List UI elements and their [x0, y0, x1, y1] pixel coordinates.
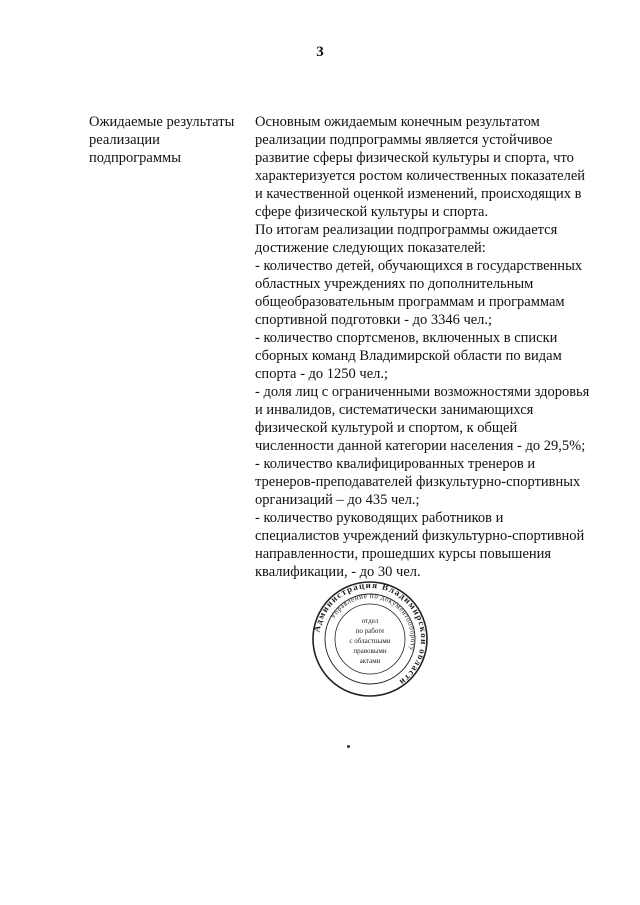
- content-line: характеризуется ростом количественных показателей: [255, 168, 586, 184]
- content-line: и качественной оценкой изменений, происходящих в: [255, 186, 582, 202]
- stamp-center-line: по работе: [355, 627, 385, 635]
- content-line: достижение следующих показателей:: [255, 240, 486, 256]
- stamp-center-line: отдел: [361, 617, 379, 625]
- content-line: направленности, прошедших курсы повышения: [255, 546, 552, 562]
- official-stamp: [311, 580, 429, 698]
- stamp-inner-text: Управление по документообороту: [328, 591, 418, 652]
- content-line: физической культурой и спортом, к общей: [255, 420, 518, 436]
- section-label-line: Ожидаемые результаты: [89, 114, 235, 130]
- content-line: Основным ожидаемым конечным результатом: [255, 114, 540, 130]
- stamp-center-line: правовыми: [353, 647, 387, 655]
- content-line: областных учреждениях по дополнительным: [255, 276, 534, 292]
- section-label: [89, 113, 254, 167]
- content-line: - количество детей, обучающихся в государственных: [255, 258, 583, 274]
- speck-mark: [347, 745, 350, 748]
- content-line: тренеров-преподавателей физкультурно-спортивных: [255, 474, 581, 490]
- content-line: и инвалидов, систематически занимающихся: [255, 402, 534, 418]
- stamp-center-line: с областными: [349, 637, 391, 645]
- section-label-line: реализации: [89, 132, 160, 148]
- content-line: По итогам реализации подпрограммы ожидается: [255, 222, 558, 238]
- content-line: специалистов учреждений физкультурно-спортивной: [255, 528, 585, 544]
- content-line: - количество спортсменов, включенных в списки: [255, 330, 558, 346]
- content-line: - доля лиц с ограниченными возможностями здоровья: [255, 384, 590, 400]
- content-line: сфере физической культуры и спорта.: [255, 204, 489, 220]
- content-line: реализации подпрограммы является устойчивое: [255, 132, 553, 148]
- section-content: [255, 113, 610, 581]
- content-line: сборных команд Владимирской области по видам: [255, 348, 562, 364]
- content-line: - количество квалифицированных тренеров и: [255, 456, 536, 472]
- content-line: - количество руководящих работников и: [255, 510, 504, 526]
- stamp-outer-text: Администрация Владимирской области: [311, 580, 429, 689]
- content-line: численности данной категории населения - до 29,5%;: [255, 438, 586, 454]
- section-label-line: подпрограммы: [89, 150, 181, 166]
- stamp-center-line: актами: [359, 657, 381, 665]
- page-number: 3: [316, 44, 324, 60]
- content-line: спортивной подготовки - до 3346 чел.;: [255, 312, 493, 328]
- content-line: спорта - до 1250 чел.;: [255, 366, 389, 382]
- content-line: организаций – до 435 чел.;: [255, 492, 420, 508]
- content-line: квалификации, - до 30 чел.: [255, 564, 421, 580]
- content-line: развитие сферы физической культуры и спорта, что: [255, 150, 574, 166]
- content-line: общеобразовательным программам и программам: [255, 294, 565, 310]
